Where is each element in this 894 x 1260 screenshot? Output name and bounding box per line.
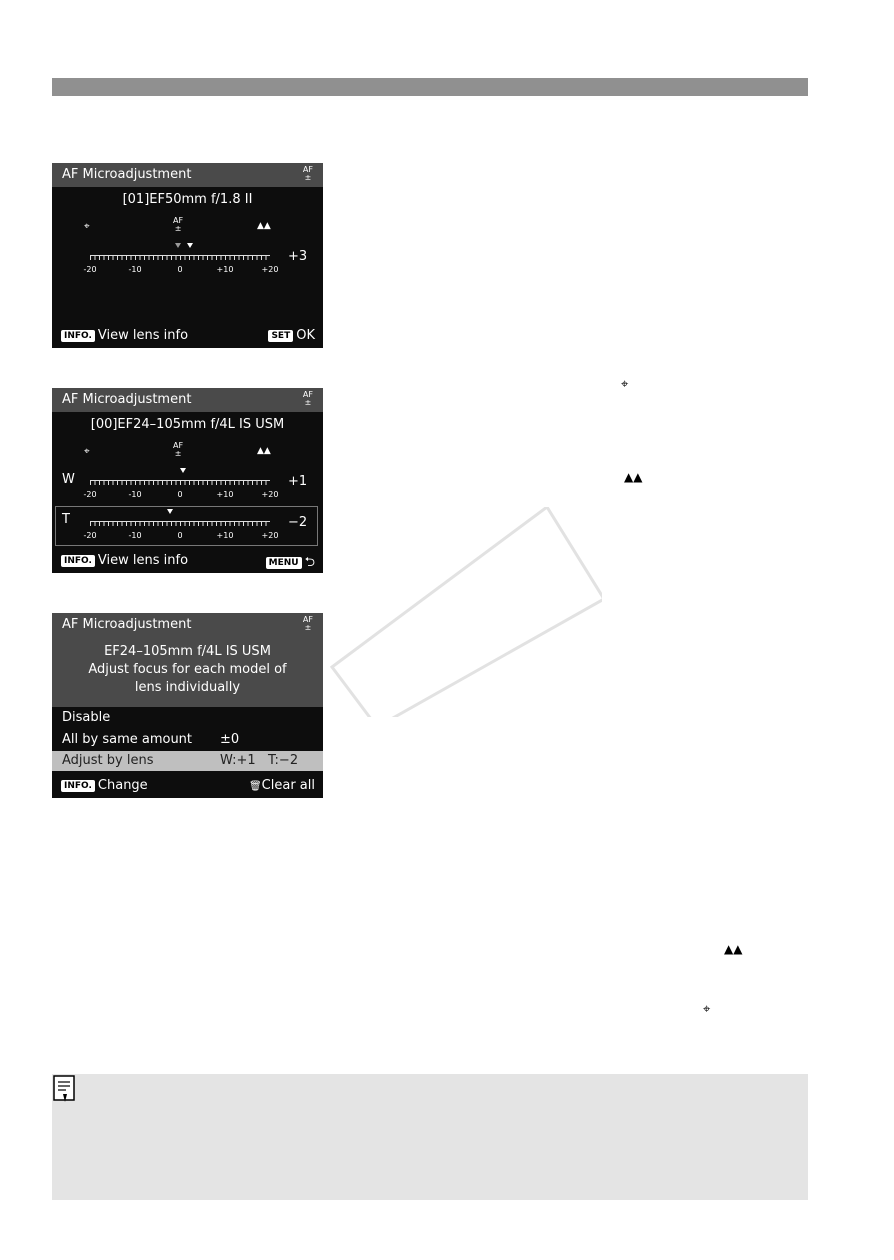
value-marker [187,243,193,248]
tele-value-marker [167,509,173,514]
menu-button-badge: MENU [266,557,302,569]
trash-icon: 🗑 [248,781,262,792]
note-box [52,1074,808,1200]
previous-value-marker [175,243,181,248]
screen-footer [52,324,323,348]
screen-title: AF Microadjustment [62,167,192,182]
tele-adjust-value: −2 [288,515,308,530]
near-focus-icon: ⌖ [84,446,90,457]
menu-back-button[interactable] [266,553,315,573]
clear-all-button[interactable]: 🗑Clear all [248,778,315,793]
return-icon: ⮌ [304,555,315,570]
tele-adjust-scale[interactable] [90,521,270,526]
af-adjust-icon: AF ± [302,165,313,182]
camera-screen-zoom-adjust: AF Microadjustment AF ± [00]EF24–105mm f/4L IS USM ⌖ AF ± ▲▲ W -20 -10 0 +10 +20 +1 T -20 -10 0 +10 +20 −2 INFO. View lens info MENU ⮌ [52,388,323,573]
af-adjust-icon: AF ± [173,441,184,458]
view-lens-info-button[interactable]: INFO. View lens info [61,328,188,343]
wide-label: W [62,472,75,487]
view-lens-info-button[interactable]: INFO. View lens info [61,553,188,568]
tele-adjust-selected[interactable] [55,506,318,546]
screen-footer [52,774,323,798]
af-adjust-icon: AF ± [302,390,313,407]
mode-description: EF24–105mm f/4L IS USM Adjust focus for each model of lens individually [52,637,323,707]
far-focus-icon: ▲▲ [724,942,743,956]
adjust-value: +3 [288,249,308,264]
screen-title: AF Microadjustment [62,617,192,632]
far-focus-icon: ▲▲ [257,221,271,231]
near-focus-icon: ⌖ [621,377,629,392]
option-adjust-by-lens[interactable]: Adjust by lens W:+1 T:−2 [52,751,323,771]
near-focus-icon: ⌖ [703,1002,711,1017]
info-button-badge: INFO. [61,330,95,342]
screen-title-bar [52,163,323,187]
screen-footer [52,549,323,573]
lens-name: [00]EF24–105mm f/4L IS USM [90,417,285,432]
option-disable[interactable]: Disable [62,710,111,725]
af-adjust-icon: AF ± [302,615,313,632]
adjust-scale[interactable] [90,255,270,260]
set-button-badge: SET [268,330,293,342]
far-focus-icon: ▲▲ [624,470,643,484]
tele-label: T [62,512,70,527]
lens-name: [01]EF50mm f/1.8 II [122,192,253,207]
info-button-badge: INFO. [61,555,95,567]
watermark-shape [322,507,602,717]
header-bar [52,78,808,96]
change-button[interactable]: INFO. Change [61,778,148,793]
option-all-by-same-amount[interactable]: All by same amount ±0 [62,732,240,747]
wide-adjust-value: +1 [288,474,308,489]
af-adjust-icon: AF ± [173,216,184,233]
camera-screen-lens-adjust: AF Microadjustment AF ± [01]EF50mm f/1.8 II ⌖ AF ± ▲▲ -20 -10 0 +10 +20 +3 INFO. View lens info SET OK [52,163,323,348]
info-button-badge: INFO. [61,780,95,792]
camera-screen-mode-select [52,613,323,798]
screen-title-bar [52,613,323,637]
ok-button[interactable]: SET OK [268,328,315,343]
note-icon [52,1074,78,1104]
near-focus-icon: ⌖ [84,221,90,232]
wide-adjust-scale[interactable] [90,480,270,485]
wide-value-marker [180,468,186,473]
screen-title-bar [52,388,323,412]
far-focus-icon: ▲▲ [257,446,271,456]
screen-title: AF Microadjustment [62,392,192,407]
scale-icons [52,441,323,462]
scale-icons [52,216,323,237]
